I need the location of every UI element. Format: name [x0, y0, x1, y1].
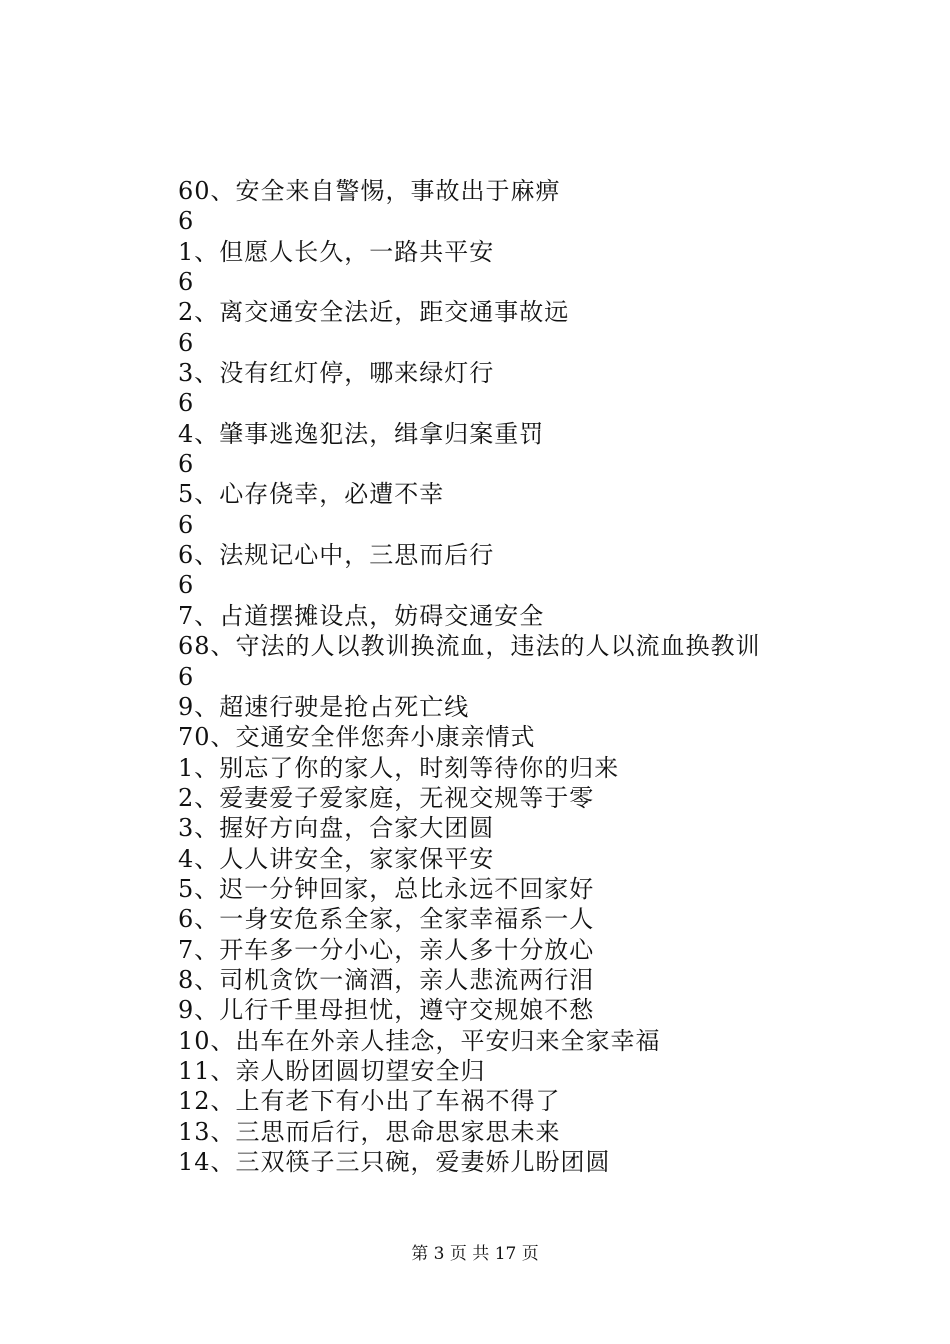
text-line: 4、肇事逃逸犯法，缉拿归案重罚 [178, 419, 545, 448]
text-line: 3、没有红灯停，哪来绿灯行 [178, 359, 495, 388]
text-line: 9、超速行驶是抢占死亡线 [178, 692, 470, 721]
text-line: 5、迟一分钟回家，总比永远不回家好 [178, 874, 595, 903]
text-line: 6、一身安危系全家，全家幸福系一人 [178, 905, 595, 934]
text-line: 60、安全来自警惕，事故出于麻痹 [178, 177, 561, 205]
text-line: 5、心存侥幸，必遭不幸 [178, 480, 445, 509]
text-line: 1、别忘了你的家人，时刻等待你的归来 [178, 753, 620, 782]
text-line: 7、开车多一分小心，亲人多十分放心 [178, 935, 595, 964]
text-line: 12、上有老下有小出了车祸不得了 [178, 1087, 561, 1116]
text-line: 10、出车在外亲人挂念，平安归来全家幸福 [178, 1026, 661, 1055]
text-line: 11、亲人盼团圆切望安全归 [178, 1056, 486, 1085]
text-line: 9、儿行千里母担忧，遵守交规娘不愁 [178, 996, 595, 1025]
text-line: 6 [178, 328, 195, 357]
text-line: 3、握好方向盘，合家大团圆 [178, 814, 495, 843]
text-line: 6 [178, 571, 195, 600]
text-line: 6 [178, 207, 195, 236]
text-line: 6 [178, 268, 195, 297]
text-line: 4、人人讲安全，家家保平安 [178, 844, 495, 873]
text-line: 6 [178, 510, 195, 539]
text-line: 6、法规记心中，三思而后行 [178, 541, 495, 570]
slogan-list [178, 176, 878, 1177]
text-line: 6 [178, 389, 195, 418]
text-line: 68、守法的人以教训换流血，违法的人以流血换教训 [178, 632, 761, 661]
text-line: 1、但愿人长久，一路共平安 [178, 237, 495, 266]
page-number-footer: 第 3 页 共 17 页 [411, 1244, 539, 1264]
text-line: 13、三思而后行，思命思家思未来 [178, 1117, 561, 1146]
text-line: 2、离交通安全法近，距交通事故远 [178, 298, 570, 327]
text-line: 6 [178, 450, 195, 479]
text-line: 6 [178, 662, 195, 691]
text-line: 8、司机贪饮一滴酒，亲人悲流两行泪 [178, 965, 595, 994]
text-line: 7、占道摆摊设点，妨碍交通安全 [178, 601, 545, 630]
text-line: 14、三双筷子三只碗，爱妻娇儿盼团圆 [178, 1148, 611, 1176]
text-line: 70、交通安全伴您奔小康亲情式 [178, 723, 536, 752]
text-line: 2、爱妻爱子爱家庭，无视交规等于零 [178, 783, 595, 812]
